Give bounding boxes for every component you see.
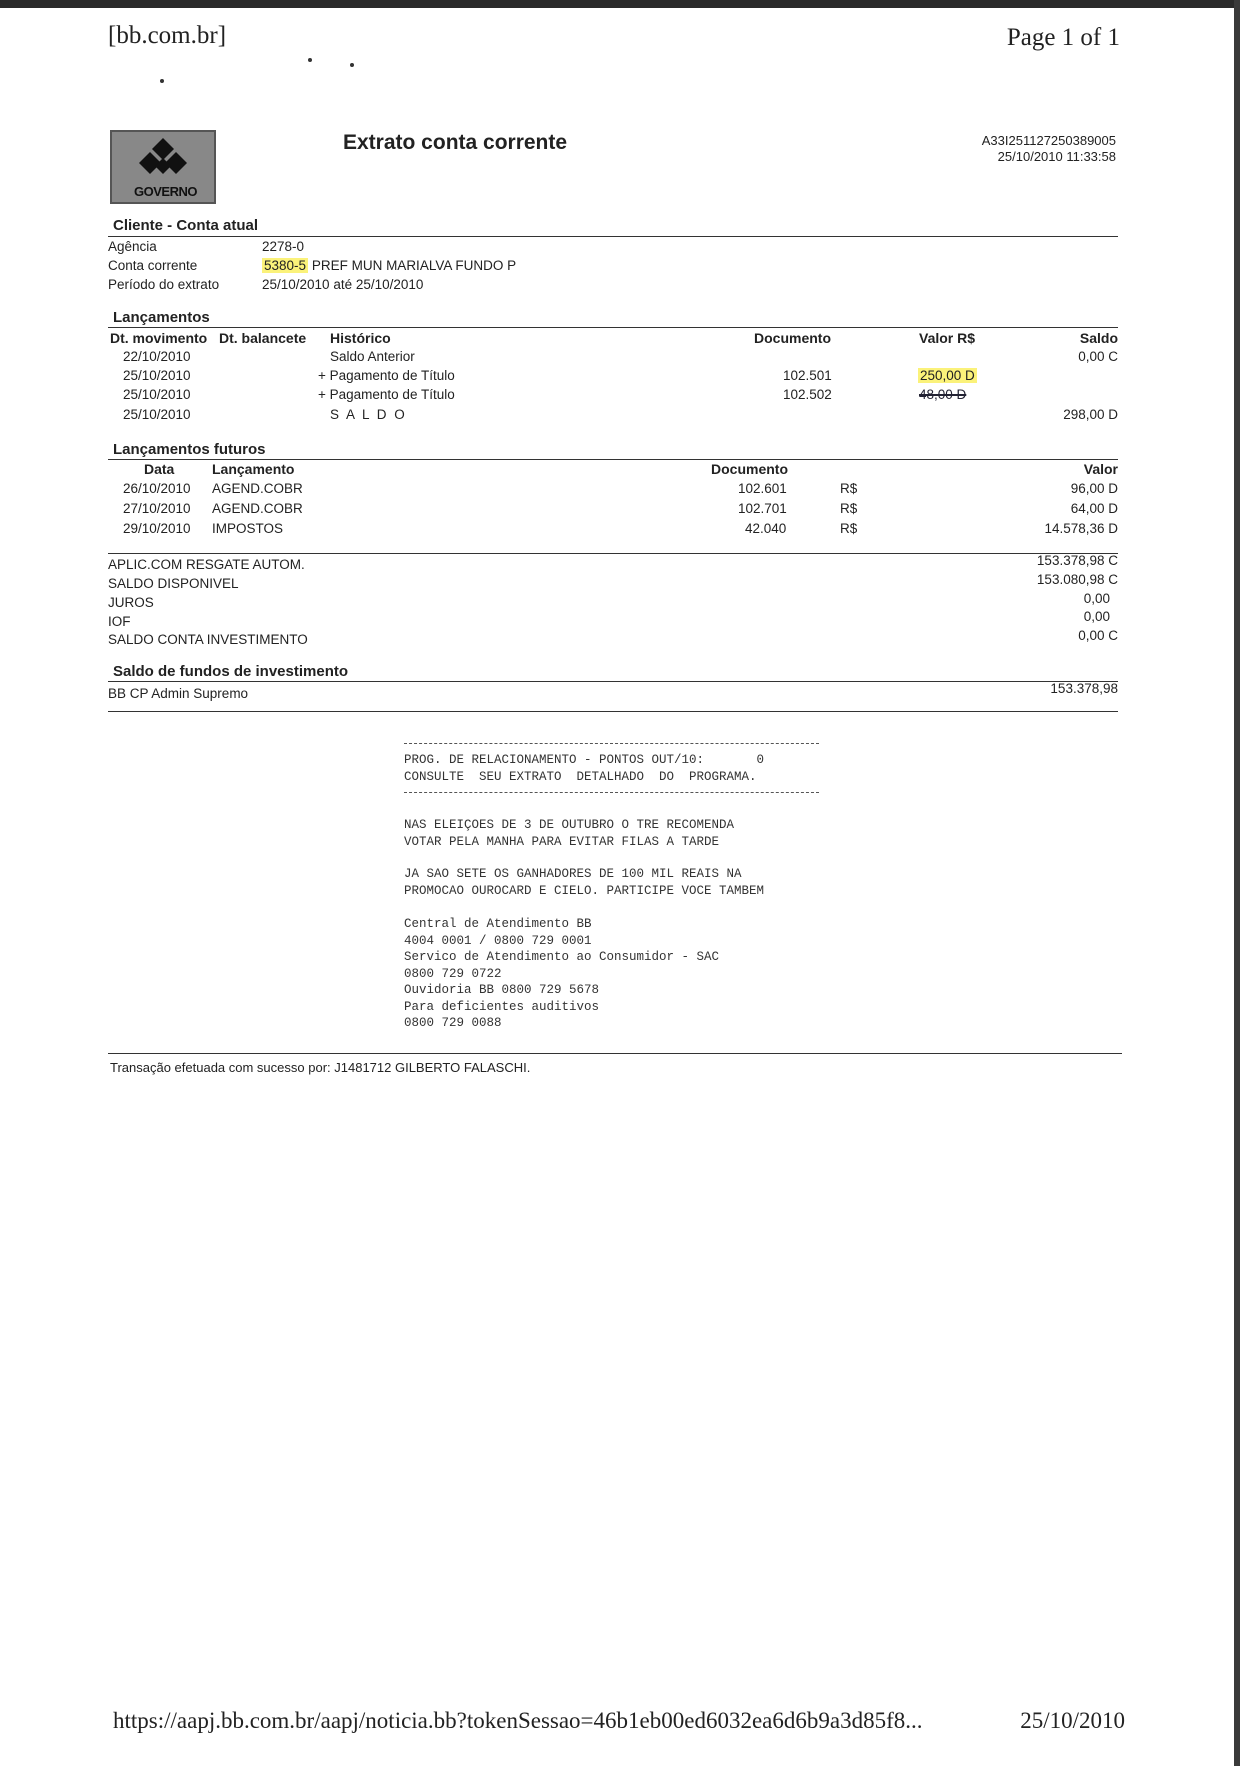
summary-label: APLIC.COM RESGATE AUTOM. <box>108 557 305 572</box>
col-data: Data <box>144 461 175 477</box>
agencia-label: Agência <box>108 239 157 254</box>
row-valor: 96,00 D <box>1070 481 1118 496</box>
summary-value: 0,00 C <box>1078 628 1118 643</box>
document-datetime: 25/10/2010 11:33:58 <box>997 149 1116 164</box>
fund-value: 153.378,98 <box>1050 681 1118 696</box>
fund-name: BB CP Admin Supremo <box>108 686 249 701</box>
divider <box>108 681 1118 682</box>
bank-logo <box>110 130 216 204</box>
section-heading-lancamentos: Lançamentos <box>113 309 210 326</box>
row-documento: 102.502 <box>783 387 832 402</box>
divider <box>108 1053 1122 1054</box>
summary-label: SALDO CONTA INVESTIMENTO <box>108 632 308 647</box>
col-documento: Documento <box>754 330 831 346</box>
message-promocao: JA SAO SETE OS GANHADORES DE 100 MIL REAIS NA PROMOCAO OUROCARD E CIELO. PARTICIPE VOCE TAMBEM <box>404 867 765 898</box>
message-programa: PROG. DE RELACIONAMENTO - PONTOS OUT/10: 0 CONSULTE SEU EXTRATO DETALHADO DO PROGRAMA. <box>404 753 765 784</box>
conta-value <box>262 258 516 273</box>
print-footer-date: 25/10/2010 <box>1020 1708 1125 1733</box>
row-moeda: R$ <box>840 501 858 516</box>
row-historico: + Pagamento de Título <box>318 368 455 383</box>
summary-value: 153.080,98 C <box>1036 572 1118 587</box>
row-historico: + Pagamento de Título <box>318 387 455 402</box>
print-header-site: [bb.com.br] <box>108 22 227 49</box>
summary-label: SALDO DISPONIVEL <box>108 576 239 591</box>
message-divider <box>404 743 819 744</box>
row-moeda: R$ <box>840 521 858 536</box>
conta-label: Conta corrente <box>108 258 198 273</box>
scan-edge-top <box>0 0 1240 8</box>
divider <box>108 711 1118 712</box>
row-data: 29/10/2010 <box>123 521 191 536</box>
scan-speck <box>308 58 312 62</box>
col-dt-movimento: Dt. movimento <box>110 330 208 346</box>
col-dt-balancete: Dt. balancete <box>219 330 307 346</box>
summary-value: 0,00 <box>1083 591 1110 606</box>
document-id: A33I251127250389005 <box>981 133 1116 148</box>
row-dt-movimento: 25/10/2010 <box>123 387 191 402</box>
row-lancamento: IMPOSTOS <box>212 521 284 536</box>
document-title: Extrato conta corrente <box>343 131 568 154</box>
row-valor: 14.578,36 D <box>1044 521 1118 536</box>
print-footer-url: https://aapj.bb.com.br/aapj/noticia.bb?tokenSessao=46b1eb00ed6032ea6d6b9a3d85f8... <box>113 1708 923 1733</box>
section-heading-cliente: Cliente - Conta atual <box>113 217 259 234</box>
divider <box>108 459 1118 460</box>
agencia-value: 2278-0 <box>262 239 305 254</box>
message-divider <box>404 792 819 793</box>
row-documento: 42.040 <box>745 521 787 536</box>
col-documento: Documento <box>711 461 788 477</box>
bb-logo-icon <box>138 136 188 182</box>
col-historico: Histórico <box>330 330 391 346</box>
summary-value: 153.378,98 C <box>1036 553 1118 568</box>
document-id-block <box>982 133 1116 165</box>
summary-label: JUROS <box>108 595 154 610</box>
row-documento: 102.701 <box>738 501 787 516</box>
divider <box>108 327 1118 328</box>
divider <box>108 553 1118 554</box>
col-valor: Valor <box>1083 461 1118 477</box>
row-historico: S A L D O <box>330 407 407 422</box>
row-documento: 102.501 <box>783 368 832 383</box>
row-saldo: 298,00 D <box>1063 407 1118 422</box>
col-lancamento: Lançamento <box>212 461 295 477</box>
scan-speck <box>350 63 354 67</box>
valor-highlighted: 250,00 D <box>920 368 975 383</box>
row-valor <box>918 368 977 383</box>
summary-value: 0,00 <box>1083 609 1110 624</box>
scan-edge-right <box>1234 0 1240 1766</box>
row-dt-movimento: 25/10/2010 <box>123 368 191 383</box>
message-contato: Central de Atendimento BB 4004 0001 / 0800 729 0001 Servico de Atendimento ao Consumidor - SAC 0800 729 0722 Ouvidoria BB 0800 729 5678 Para deficientes auditivos 0800 729 0088 <box>404 917 720 1030</box>
row-lancamento: AGEND.COBR <box>212 481 303 496</box>
row-moeda: R$ <box>840 481 858 496</box>
print-header-page: Page 1 of 1 <box>1006 24 1120 51</box>
row-data: 27/10/2010 <box>123 501 191 516</box>
section-heading-futuros: Lançamentos futuros <box>113 441 266 458</box>
section-heading-fundos: Saldo de fundos de investimento <box>113 663 349 680</box>
periodo-value: 25/10/2010 até 25/10/2010 <box>262 277 424 292</box>
scan-speck <box>160 79 164 83</box>
conta-number: 5380-5 <box>264 258 307 273</box>
conta-name: PREF MUN MARIALVA FUNDO P <box>311 258 517 273</box>
logo-text: GOVERNO <box>134 184 197 199</box>
col-saldo: Saldo <box>1079 330 1118 346</box>
message-eleicoes: NAS ELEIÇOES DE 3 DE OUTUBRO O TRE RECOMENDA VOTAR PELA MANHA PARA EVITAR FILAS A TARDE <box>404 818 735 849</box>
row-dt-movimento: 22/10/2010 <box>123 349 191 364</box>
divider <box>108 236 1118 237</box>
row-lancamento: AGEND.COBR <box>212 501 303 516</box>
periodo-label: Período do extrato <box>108 277 220 292</box>
row-dt-movimento: 25/10/2010 <box>123 407 191 422</box>
row-historico: Saldo Anterior <box>330 349 415 364</box>
row-valor: 64,00 D <box>1070 501 1118 516</box>
row-valor-struck: 48,00 D <box>919 387 967 402</box>
col-valor: Valor R$ <box>919 330 976 346</box>
row-documento: 102.601 <box>738 481 787 496</box>
transaction-footer: Transação efetuada com sucesso por: J1481712 GILBERTO FALASCHI. <box>110 1060 531 1075</box>
row-data: 26/10/2010 <box>123 481 191 496</box>
row-saldo: 0,00 C <box>1078 349 1118 364</box>
summary-label: IOF <box>108 614 131 629</box>
